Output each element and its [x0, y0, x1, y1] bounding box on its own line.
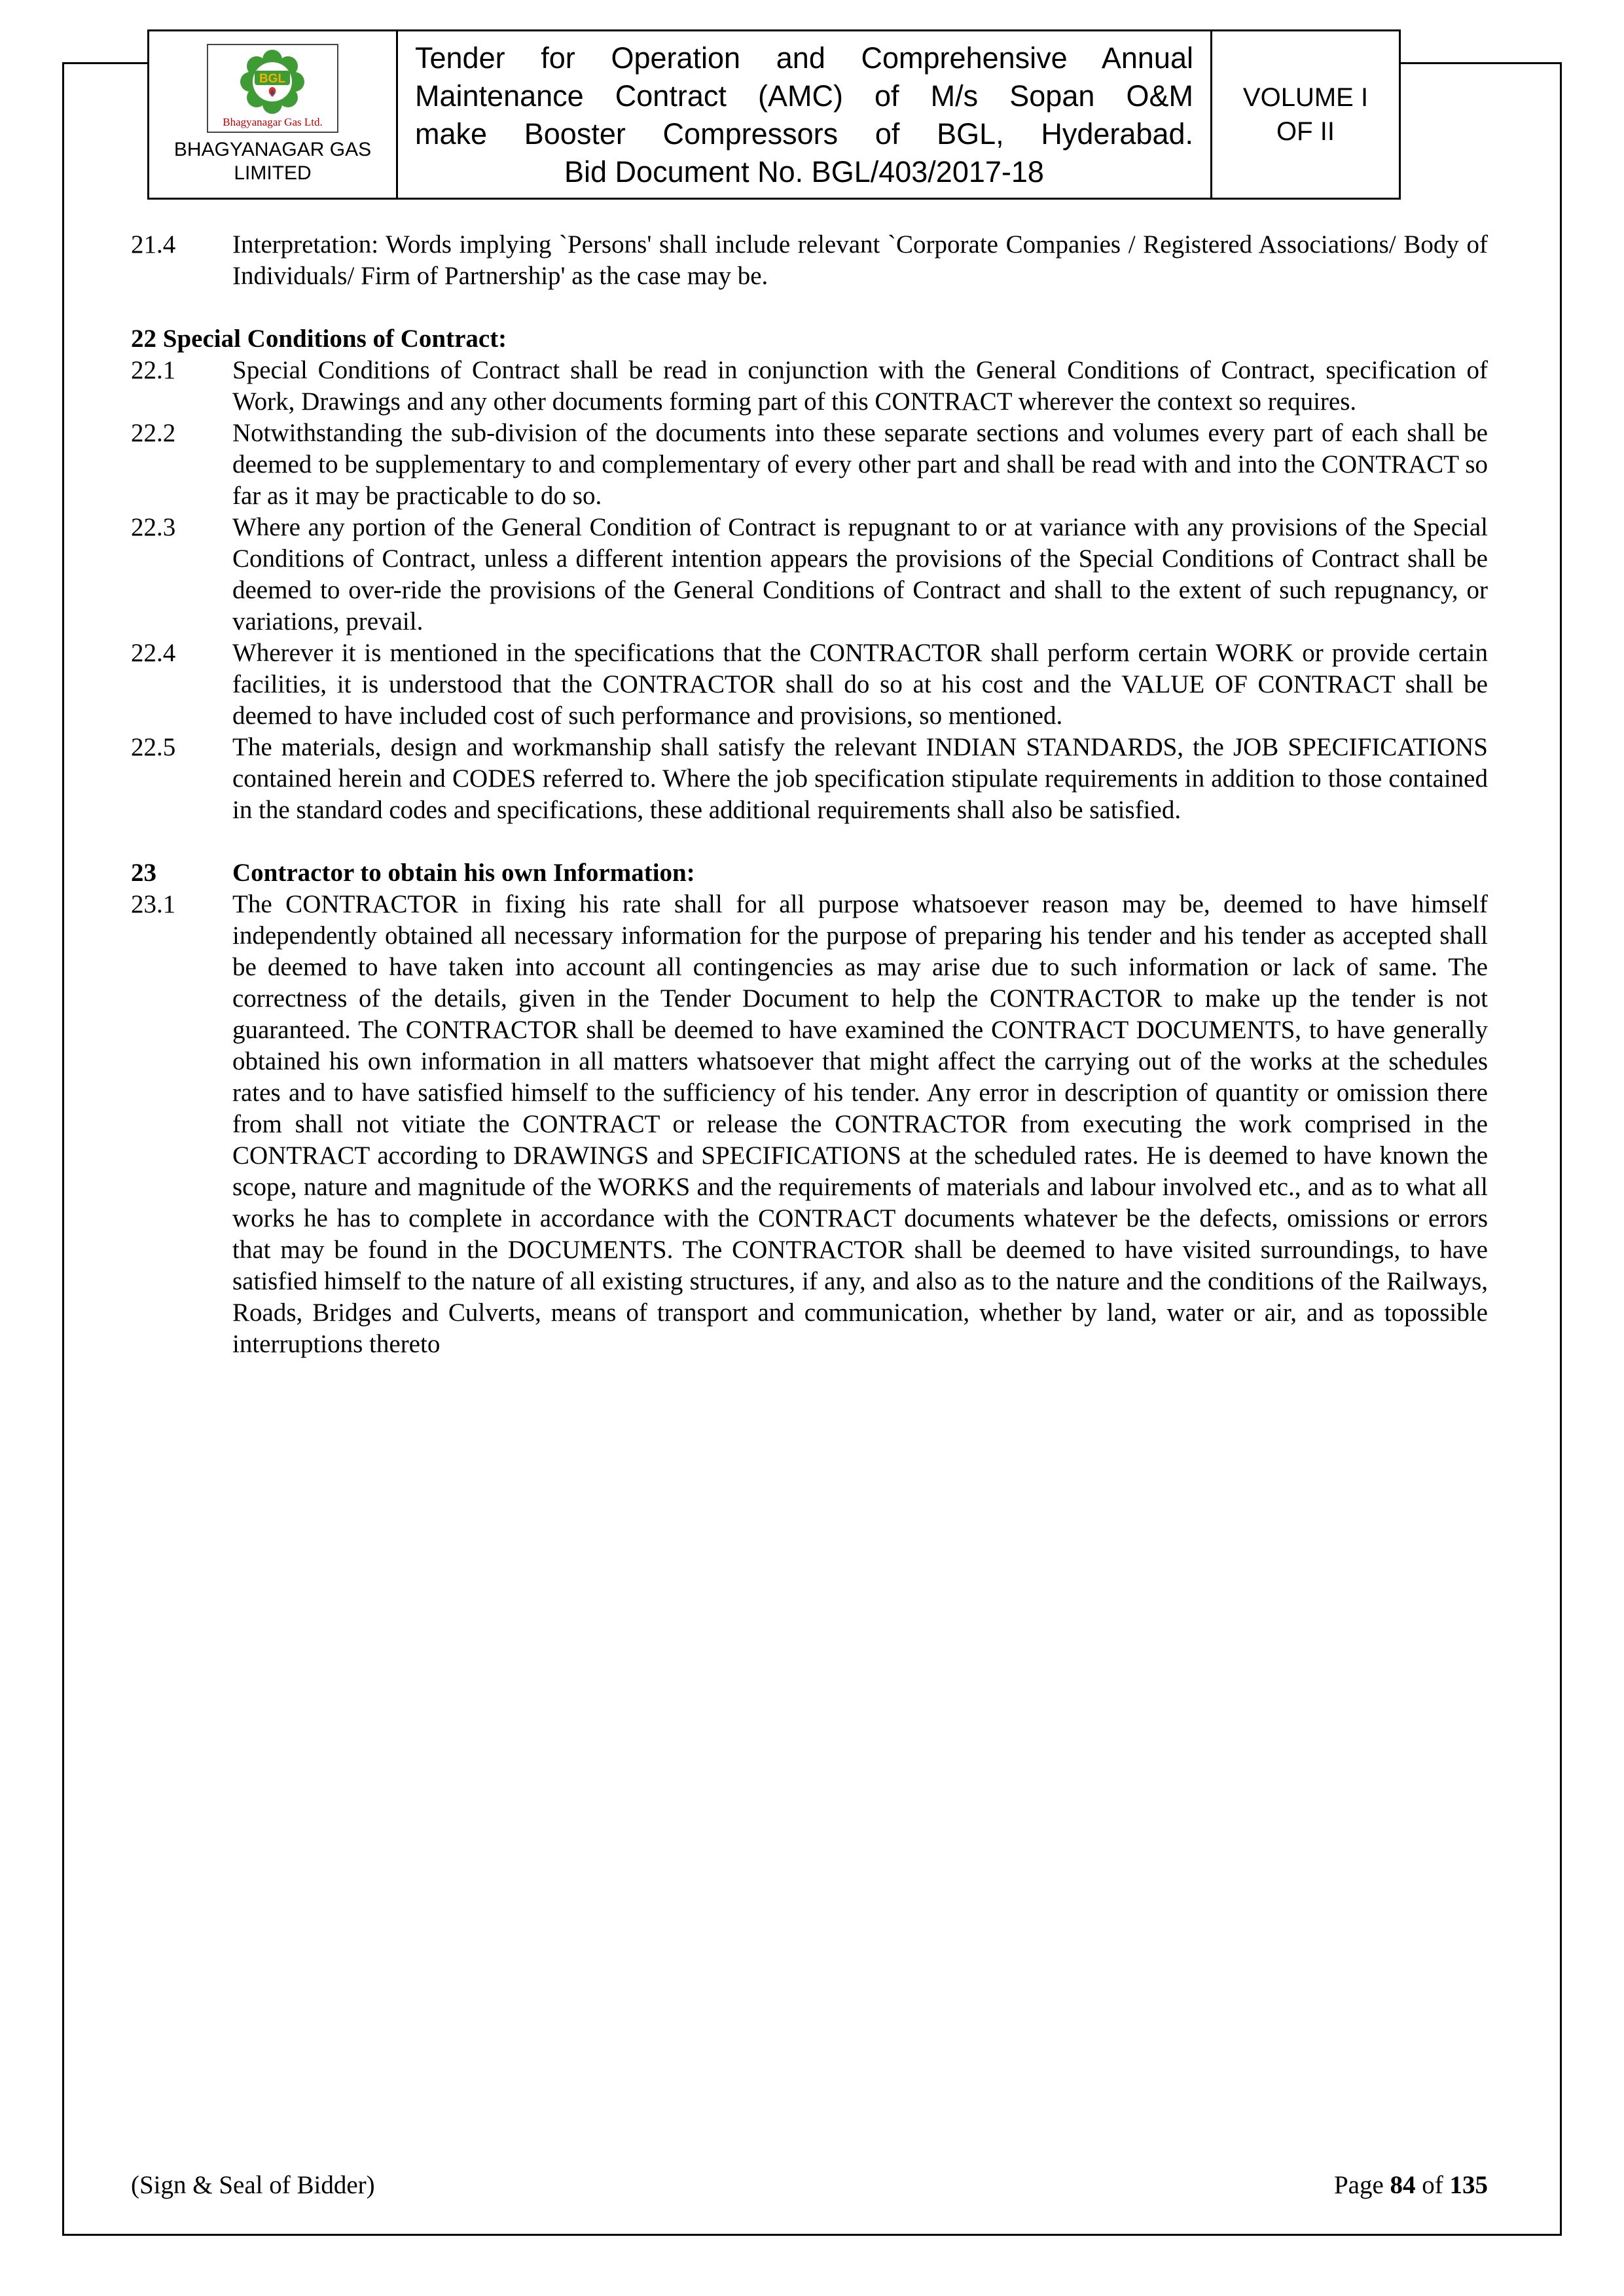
clause-text: Where any portion of the General Condition of Contract is repugnant to or at variance with any provisions of the Special Conditions of Contract, unless a different intention appears the provisions of the Special Conditions of Contract shall be deemed to over-ride the provisions of the General Conditions of Contract and shall to the extent of such repugnancy, or variations, prevail.	[232, 513, 1488, 636]
volume-label	[1212, 31, 1399, 198]
clause-text: The CONTRACTOR in fixing his rate shall for all purpose whatsoever reason may be, deemed to have himself independently obtained all necessary information for the purpose of preparing his tender and his tender as accepted shall be deemed to have taken into account all contingencies as may arise due to such information or lack of same. The correctness of the details, given in the Tender Document to help the CONTRACTOR to make up the tender is not guaranteed. The CONTRACTOR shall be deemed to have examined the CONTRACT DOCUMENTS, to have generally obtained his own information in all matters whatsoever that might affect the carrying out of the works at the schedules rates and to have satisfied himself to the sufficiency of his tender. Any error in description of quantity or omission there from shall not vitiate the CONTRACT or release the CONTRACTOR from executing the work comprised in the CONTRACT according to DRAWINGS and SPECIFICATIONS at the scheduled rates. He is deemed to have known the scope, nature and magnitude of the WORKS and the requirements of materials and labour involved etc., and as to what all works he has to complete in accordance with the CONTRACT documents whatever be the defects, omissions or errors that may be found in the DOCUMENTS. The CONTRACTOR shall be deemed to have visited surroundings, to have satisfied himself to the nature of all existing structures, if any, and also as to the nature and the conditions of the Railways, Roads, Bridges and Culverts, means of transport and communication, whether by land, water or air, and as topossible interruptions thereto	[232, 890, 1488, 1358]
title-line-3: make Booster Compressors of BGL, Hyderabad.	[415, 117, 1193, 151]
clause-text: Interpretation: Words implying `Persons' shall include relevant `Corporate Companies / Registered Associations/ Body of Individuals/ Firm of Partnership' as the case may be.	[232, 230, 1488, 290]
company-name-line1: BHAGYANAGAR GAS	[173, 139, 372, 160]
sign-seal-note: (Sign & Seal of Bidder)	[131, 2171, 375, 2199]
volume-line-1: VOLUME I	[1242, 83, 1369, 112]
volume-line-2: OF II	[1276, 117, 1335, 146]
logo-subtitle: Bhagyanagar Gas Ltd.	[223, 116, 323, 128]
clause-number: 23.1	[131, 890, 176, 918]
section-title: Special Conditions of Contract:	[162, 325, 507, 353]
clause-text: Special Conditions of Contract shall be read in conjunction with the General Conditions of Contract, specification of Work, Drawings and any other documents forming part of this CONTRACT wherever the context so requires.	[232, 356, 1488, 416]
clause-number: 22.2	[131, 419, 176, 447]
company-name-line2: LIMITED	[234, 162, 312, 184]
section-number: 22	[131, 325, 156, 353]
page-current: 84	[1390, 2171, 1416, 2199]
logo-box	[207, 44, 338, 133]
document-title	[398, 31, 1212, 198]
section-title: Contractor to obtain his own Information:	[232, 859, 695, 887]
header-table	[147, 29, 1401, 200]
section-number: 23	[131, 859, 156, 887]
clause-22-3	[131, 512, 1488, 637]
clause-22-4	[131, 637, 1488, 732]
section-heading-23	[131, 857, 1488, 889]
document-body	[131, 229, 1488, 1360]
page-total: 135	[1449, 2171, 1488, 2199]
clause-text: Wherever it is mentioned in the specifications that the CONTRACTOR shall perform certain WORK or provide certain facilities, it is understood that the CONTRACTOR shall do so at his cost and the VALUE OF CONTRACT shall be deemed to have included cost of such performance and provisions, so mentioned.	[232, 639, 1488, 730]
clause-22-5	[131, 732, 1488, 826]
clause-text: Notwithstanding the sub-division of the documents into these separate sections and volumes every part of each shall be deemed to be supplementary to and complementary of every other part and shall be read with and into the CONTRACT so far as it may be practicable to do so.	[232, 419, 1488, 510]
clause-22-1	[131, 355, 1488, 418]
clause-number: 22.1	[131, 356, 176, 384]
page-label: Page	[1333, 2171, 1384, 2199]
page-of-label: of	[1422, 2171, 1443, 2199]
page-footer	[131, 2170, 1488, 2201]
clause-number: 21.4	[131, 230, 176, 259]
section-heading-22	[131, 323, 1488, 355]
company-name	[174, 138, 371, 185]
clause-21-4	[131, 229, 1488, 292]
clause-number: 22.3	[131, 513, 176, 541]
bgl-logo-text: BGL	[259, 72, 286, 86]
clause-22-2	[131, 418, 1488, 512]
logo-cell	[149, 31, 398, 198]
clause-number: 22.5	[131, 733, 176, 761]
clause-text: The materials, design and workmanship shall satisfy the relevant INDIAN STANDARDS, the JOB SPECIFICATIONS contained herein and CODES referred to. Where the job specification stipulate requirements in addition to those contained in the standard codes and specifications, these additional requirements shall also be satisfied.	[232, 733, 1488, 824]
title-line-2: Maintenance Contract (AMC) of M/s Sopan O&M	[415, 79, 1193, 113]
clause-23-1	[131, 889, 1488, 1360]
title-line-1: Tender for Operation and Comprehensive Annual	[415, 41, 1193, 75]
clause-number: 22.4	[131, 639, 176, 667]
bid-document-number: Bid Document No. BGL/403/2017-18	[564, 155, 1044, 188]
page-number	[1334, 2170, 1488, 2201]
bgl-logo-icon	[240, 49, 305, 115]
